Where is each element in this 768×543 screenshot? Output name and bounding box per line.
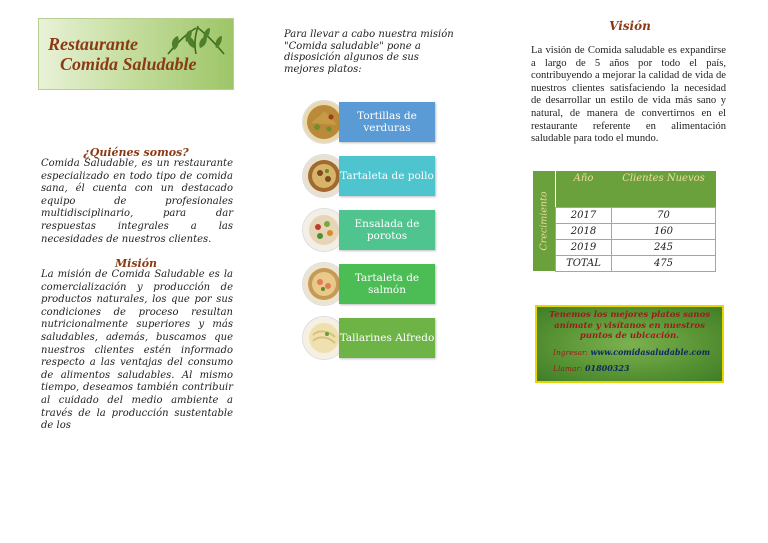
cell-clients: 160: [612, 224, 716, 240]
mission-title: Misión: [114, 257, 158, 270]
dish-label: Tartaleta de salmón: [339, 264, 435, 304]
table-row: [556, 208, 716, 224]
cell-year: 2017: [556, 208, 612, 224]
growth-table-grid: [555, 171, 716, 272]
promo-web-link[interactable]: www.comidasaludable.com: [590, 347, 711, 357]
cell-clients: 70: [612, 208, 716, 224]
brand-banner: [38, 18, 234, 90]
table-row: [556, 224, 716, 240]
dish-item: [303, 101, 435, 143]
promo-tagline: Tenemos los mejores platos sanos anímate y visítanos en nuestros puntos de ubicación.: [548, 310, 711, 341]
vision-text: La visión de Comida saludable es expandirse a largo de 5 años por todo el país, contribuyendo a mejorar la calidad de vida de nuestros clientes satisfaciendo la necesidad de desarrollar un estilo de vida más sano y natural, de manera de convertirnos en el restaurante referente en alimentación saludable para todo el mundo.: [531, 45, 726, 145]
cell-year: TOTAL: [556, 256, 612, 272]
about-text: Comida Saludable, es un restaurante especializado en todo tipo de comida sana, él cuenta con un destacado equipo de profesionales multidisciplinario, para dar respuestas integrales a las necesidades de nuestros clientes.: [41, 158, 233, 245]
promo-box: [535, 305, 724, 383]
table-row: [556, 240, 716, 256]
brand-name-line1: Restaurante: [48, 34, 139, 54]
growth-side-label: [533, 171, 555, 271]
promo-phone-label: Llamar:: [553, 364, 583, 373]
table-row: [556, 256, 716, 272]
col-header-clients: Clientes Nuevos: [612, 171, 716, 208]
cell-clients: 475: [612, 256, 716, 272]
cell-year: 2019: [556, 240, 612, 256]
dish-label: Tortillas de verduras: [339, 102, 435, 142]
col-header-year: Año: [556, 171, 612, 208]
about-title: ¿Quiénes somos?: [83, 146, 189, 159]
growth-side-label-text: Crecimiento: [538, 191, 550, 251]
promo-phone-number[interactable]: 01800323: [584, 363, 630, 373]
dish-item: [303, 317, 435, 359]
brand-name-line2: Comida Saludable: [60, 54, 197, 74]
dish-item: [303, 209, 435, 251]
dish-label: Ensalada de porotos: [339, 210, 435, 250]
vision-title: Visión: [609, 19, 651, 33]
promo-phone-row: [553, 363, 629, 373]
leaf-sprig-icon: [164, 24, 228, 58]
dish-item: [303, 155, 435, 197]
dish-label: Tartaleta de pollo: [339, 156, 435, 196]
dish-label: Tallarines Alfredo: [339, 318, 435, 358]
dish-item: [303, 263, 435, 305]
mission-text: La misión de Comida Saludable es la comercialización y producción de productos naturales, los que por sus condiciones de proceso resultan nutricionalmente superiores y más saludables, además, buscamos que nuestros clientes estén informado respecto a las ventajas del consumo de alimentos saludables. Al mismo tiempo, deseamos también contribuir al cuidado del medio ambiente a través de la producción sustentable de los: [41, 269, 233, 432]
promo-web-row: [553, 347, 710, 357]
cell-year: 2018: [556, 224, 612, 240]
cell-clients: 245: [612, 240, 716, 256]
growth-table: [533, 171, 716, 271]
promo-web-label: Ingresar:: [553, 348, 589, 357]
dishes-intro: Para llevar a cabo nuestra misión "Comida saludable" pone a disposición algunos de sus mejores platos:: [284, 29, 454, 75]
